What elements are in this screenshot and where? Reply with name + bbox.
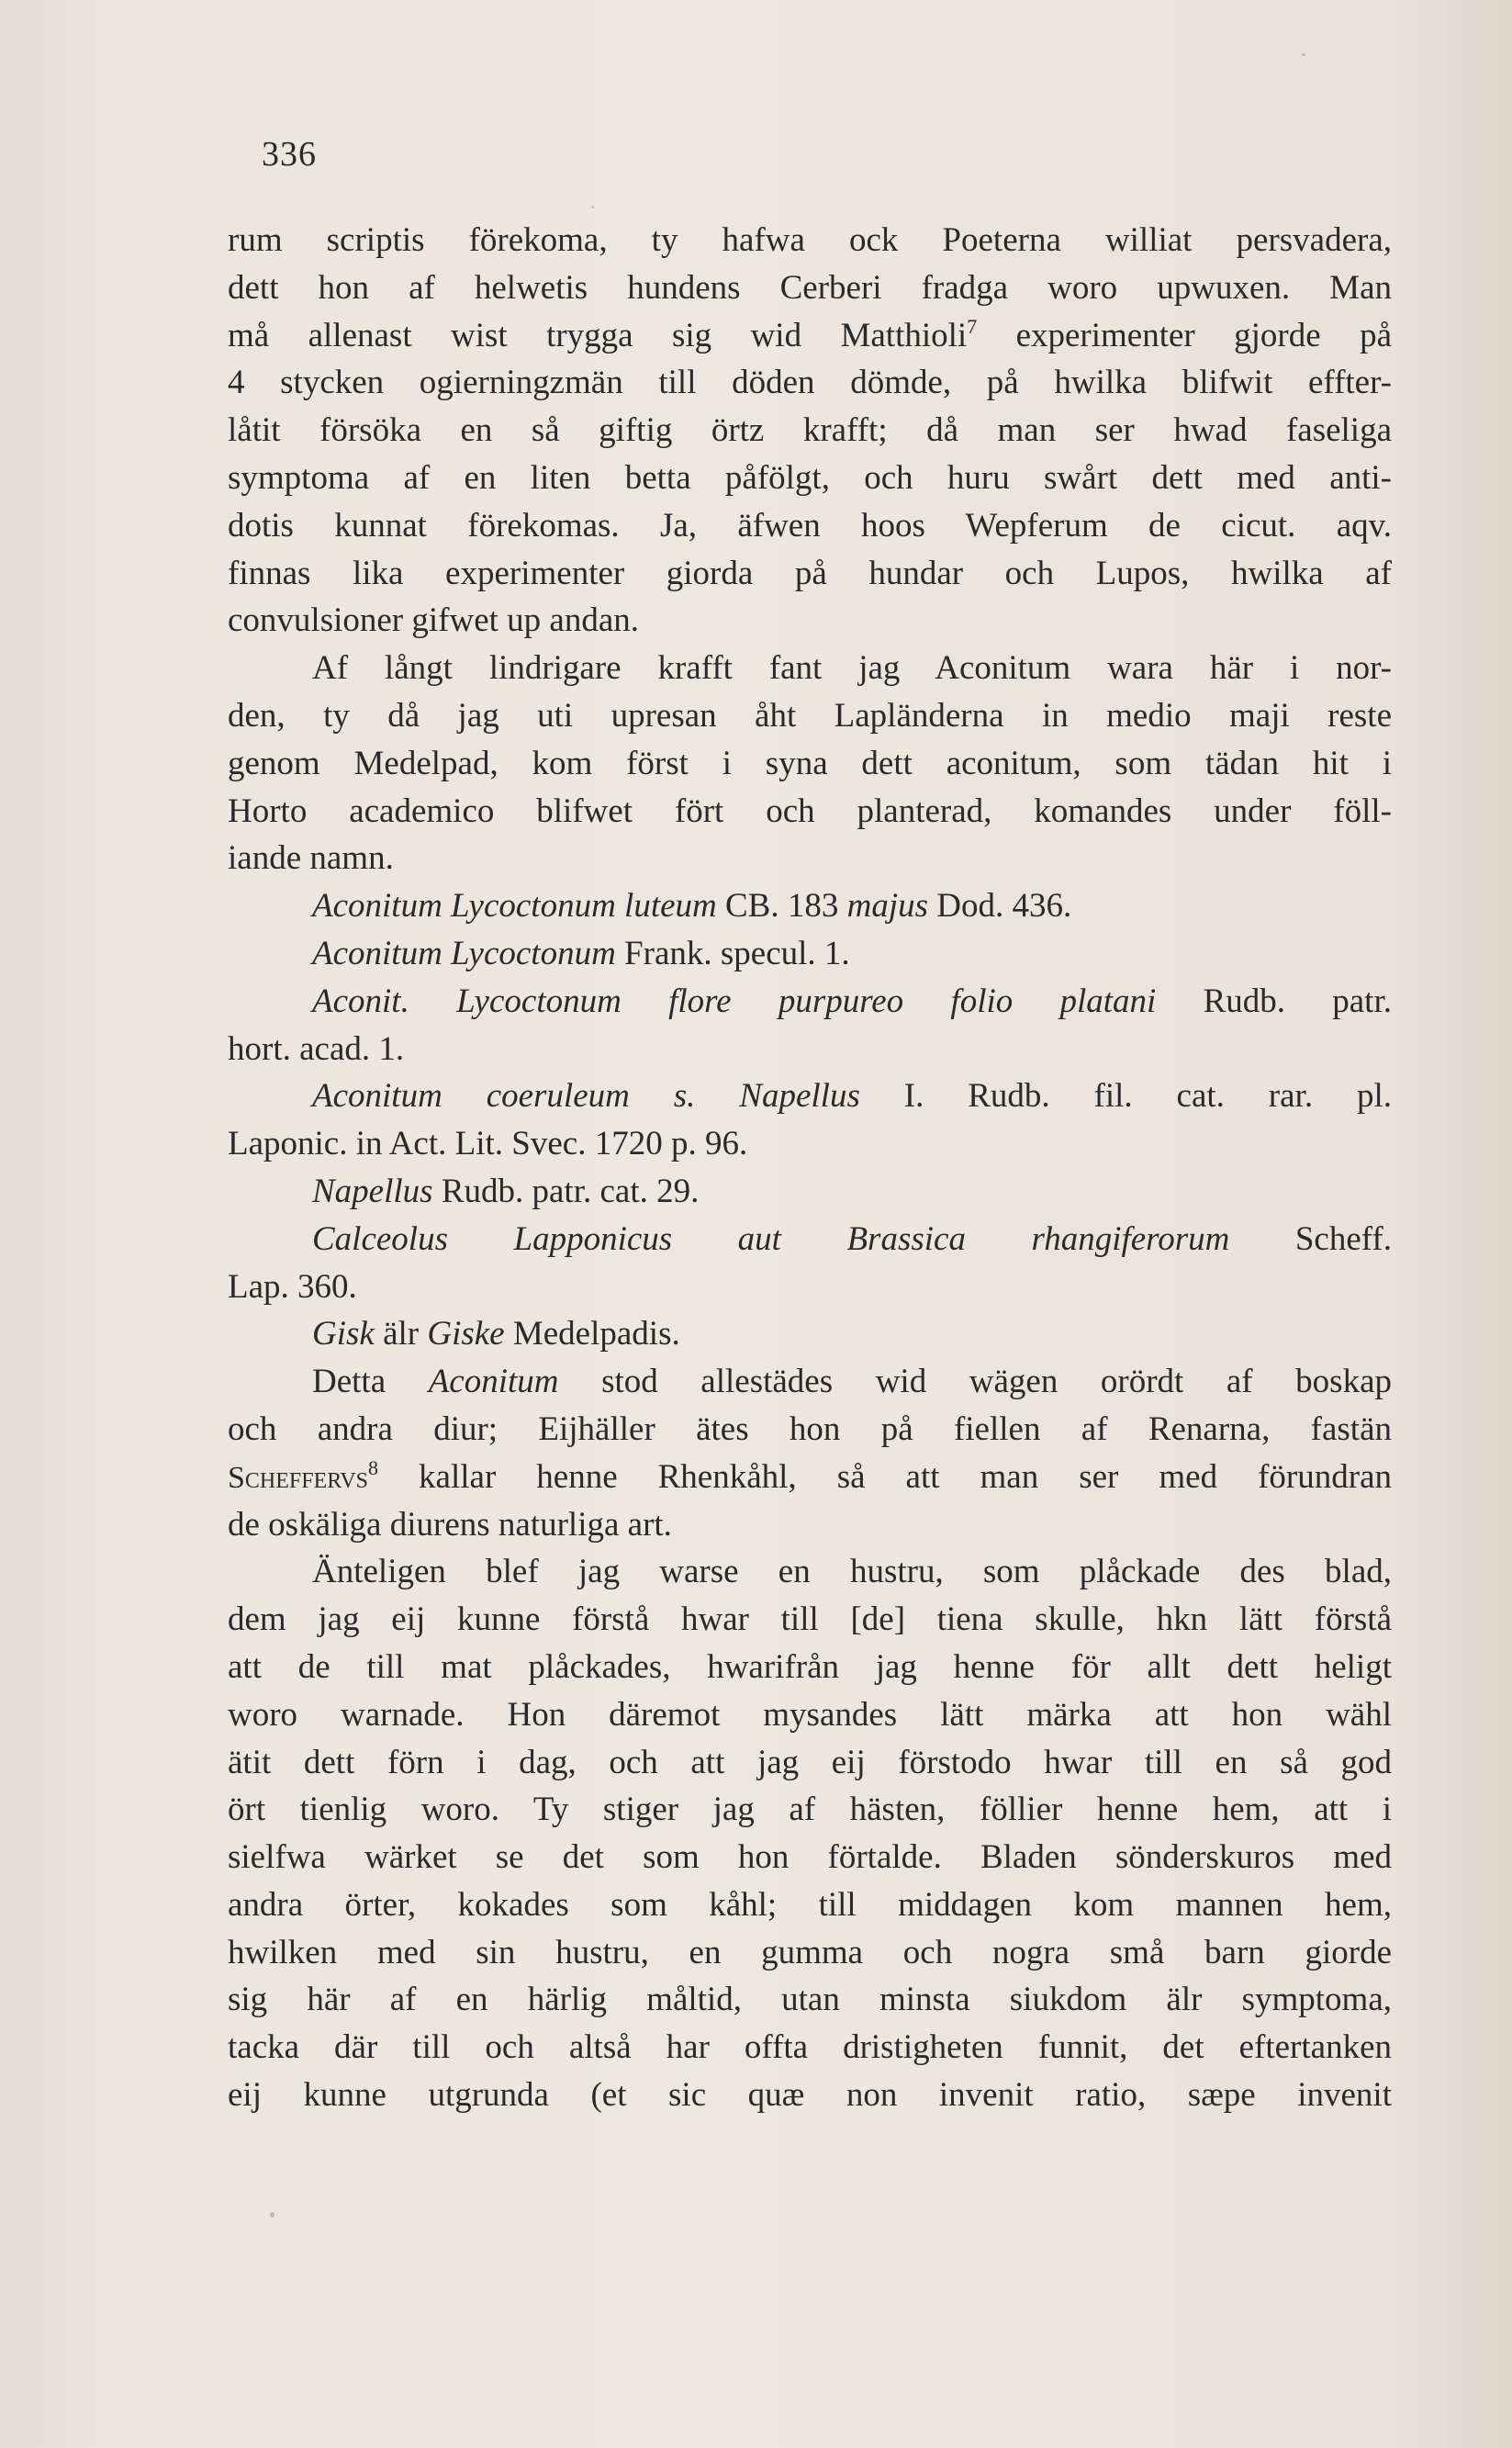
text-line: Af långt lindrigare krafft fant jag Aconitum wara här i nor- bbox=[312, 649, 1392, 688]
text-line: och andra diur; Eijhäller ätes hon på fiellen af Renarna, fastän bbox=[228, 1409, 1392, 1448]
text-line: dett hon af helwetis hundens Cerberi fradga woro upwuxen. Man bbox=[228, 268, 1392, 307]
text-line: iande namn. bbox=[228, 839, 394, 878]
text-line: Horto academico blifwet fört och planterad, komandes under föll- bbox=[228, 792, 1392, 830]
text-line: ört tienlig woro. Ty stiger jag af hästen, föllier henne hem, att i bbox=[228, 1791, 1392, 1829]
text-line: Aconitum Lycoctonum luteum CB. 183 majus Dod. 436. bbox=[312, 887, 1072, 926]
text-line: de oskäliga diurens naturliga art. bbox=[228, 1505, 672, 1544]
text-line: ätit dett förn i dag, och att jag eij förstodo hwar till en så god bbox=[228, 1743, 1392, 1781]
text-line: sielfwa wärket se det som hon förtalde. Bladen sönderskuros med bbox=[228, 1838, 1392, 1877]
ink-speck bbox=[591, 206, 594, 208]
text-line: Lap. 360. bbox=[228, 1267, 357, 1306]
text-line: den, ty då jag uti upresan åht Lapländerna in medio maji reste bbox=[228, 696, 1392, 735]
text-line: att de till mat plåckades, hwarifrån jag henne för allt dett heligt bbox=[228, 1647, 1392, 1686]
text-line: dotis kunnat förekomas. Ja, äfwen hoos Wepferum de cicut. aqv. bbox=[228, 506, 1392, 545]
text-line: genom Medelpad, kom först i syna dett aconitum, som tädan hit i bbox=[228, 744, 1392, 782]
text-line: Detta Aconitum stod allestädes wid wägen orördt af boskap bbox=[312, 1363, 1392, 1401]
body-text bbox=[228, 217, 1392, 2119]
text-line: Aconitum Lycoctonum Frank. specul. 1. bbox=[312, 934, 850, 972]
text-line: Napellus Rudb. patr. cat. 29. bbox=[312, 1172, 700, 1210]
text-line: må allenast wist trygga sig wid Matthioli$^7$ experimenter gjorde på bbox=[228, 314, 1392, 354]
ink-speck bbox=[1302, 53, 1305, 56]
text-line: rum scriptis förekoma, ty hafwa ock Poeterna williat persvadera, bbox=[228, 221, 1392, 259]
text-line: dem jag eij kunne förstå hwar till [de] tiena skulle, hkn lätt förstå bbox=[228, 1600, 1392, 1639]
text-line: låtit försöka en så giftig örtz krafft; då man ser hwad faseliga bbox=[228, 411, 1392, 450]
text-line: tacka där till och altså har offta dristigheten funnit, det eftertanken bbox=[228, 2028, 1392, 2067]
text-line: convulsioner gifwet up andan. bbox=[228, 601, 639, 640]
text-line: Laponic. in Act. Lit. Svec. 1720 p. 96. bbox=[228, 1125, 748, 1163]
text-line: woro warnade. Hon däremot mysandes lätt märka att hon wähl bbox=[228, 1695, 1392, 1734]
text-line: Calceolus Lapponicus aut Brassica rhangiferorum Scheff. bbox=[312, 1219, 1392, 1258]
text-line: Scheffervs$^8$ kallar henne Rhenkåhl, så att man ser med förundran bbox=[228, 1455, 1392, 1496]
text-line: Gisk älr Giske Medelpadis. bbox=[312, 1315, 680, 1353]
text-line: symptoma af en liten betta påfölgt, och huru swårt dett med anti- bbox=[228, 458, 1392, 497]
text-line: Aconit. Lycoctonum flore purpureo folio platani Rudb. patr. bbox=[312, 982, 1392, 1020]
text-line: hwilken med sin hustru, en gumma och nogra små barn giorde bbox=[228, 1933, 1392, 1971]
page-number: 336 bbox=[262, 135, 317, 174]
text-line: 4 stycken ogierningzmän till döden dömde, på hwilka blifwit effter- bbox=[228, 364, 1392, 402]
text-line: finnas lika experimenter giorda på hundar och Lupos, hwilka af bbox=[228, 554, 1392, 592]
text-line: andra örter, kokades som kåhl; till middagen kom mannen hem, bbox=[228, 1885, 1392, 1924]
ink-speck bbox=[270, 2212, 274, 2218]
text-line: eij kunne utgrunda (et sic quæ non invenit ratio, sæpe invenit bbox=[228, 2076, 1392, 2115]
text-line: Aconitum coeruleum s. Napellus I. Rudb. fil. cat. rar. pl. bbox=[312, 1077, 1393, 1116]
text-line: Änteligen blef jag warse en hustru, som plåckade des blad, bbox=[312, 1553, 1392, 1591]
text-line: hort. acad. 1. bbox=[228, 1029, 405, 1068]
text-line: sig här af en härlig måltid, utan minsta siukdom älr symptoma, bbox=[228, 1981, 1392, 2019]
